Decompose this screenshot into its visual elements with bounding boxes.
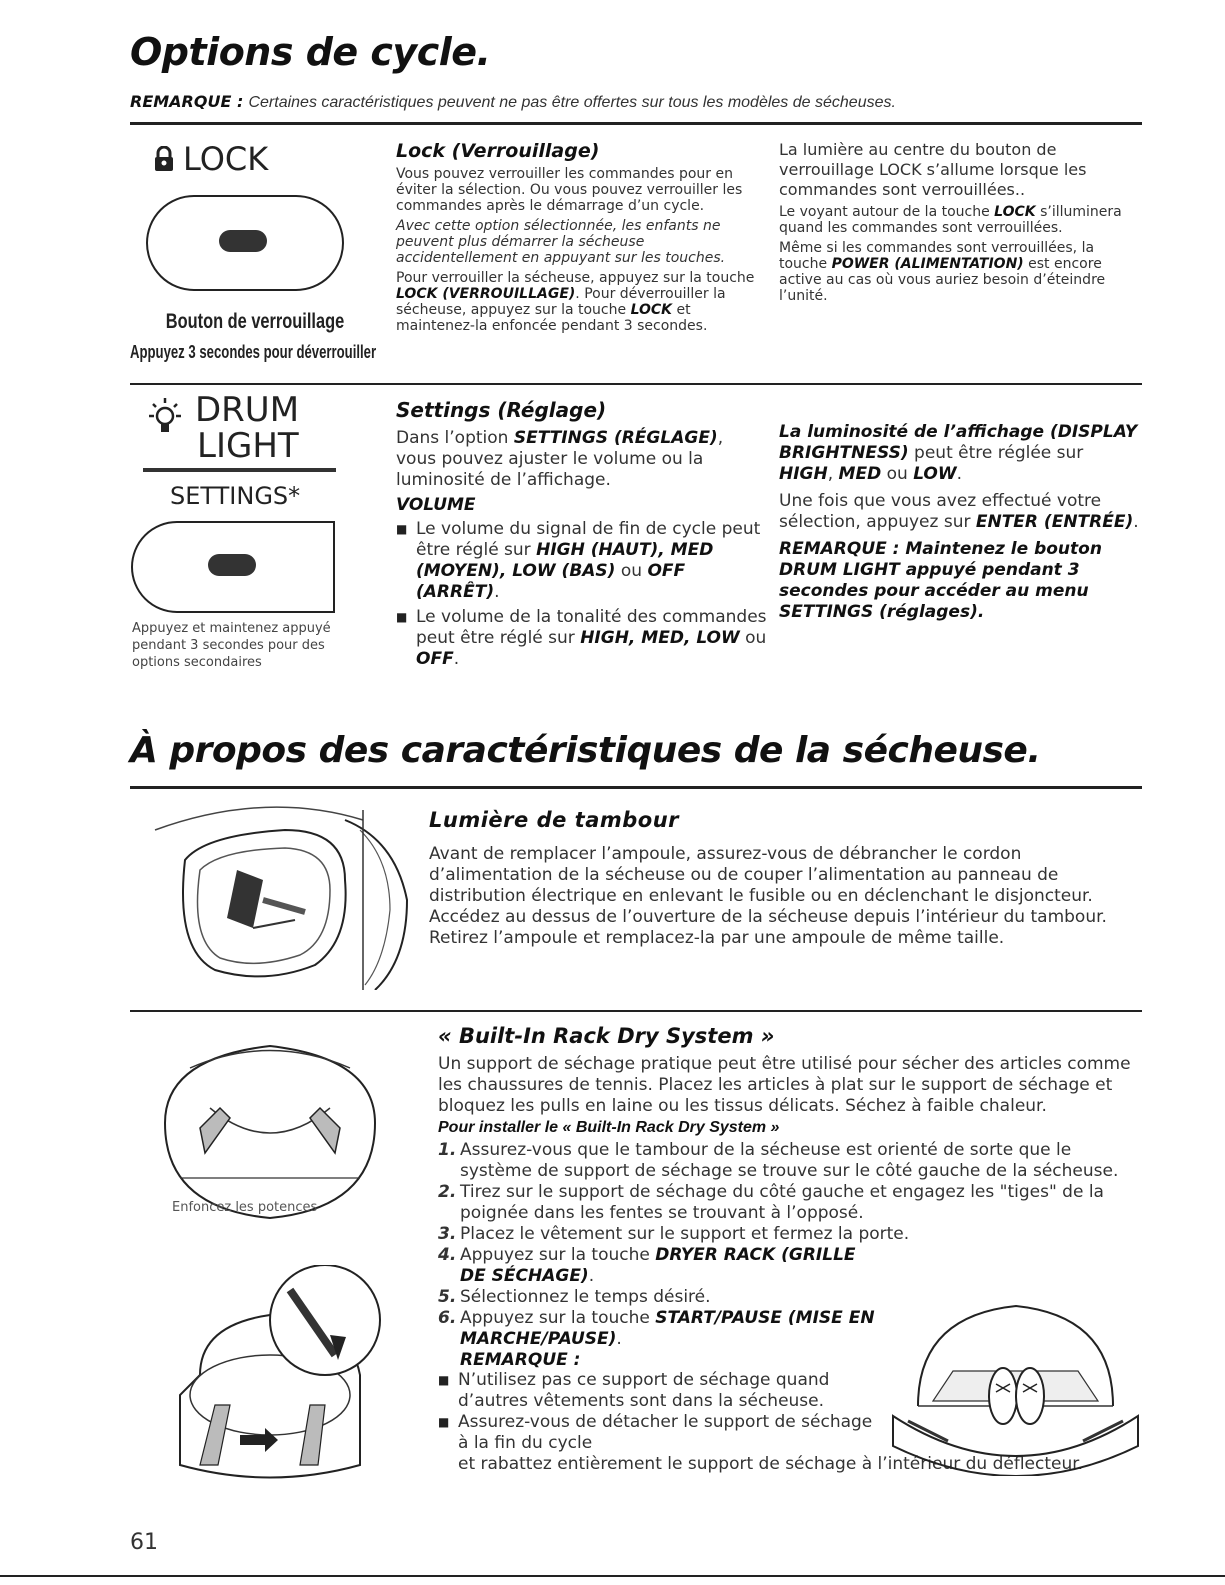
settings-r3: REMARQUE : Maintenez le bouton DRUM LIGHT appuyé pendant 3 secondes pour accéder au menu SETTINGS (réglages).: [779, 539, 1102, 622]
rack-note-1: ■ N’utilisez pas ce support de séchage quand d’autres vêtements sont dans la sécheuse.: [438, 1370, 878, 1412]
sr1-g: LOW: [913, 464, 957, 484]
settings-p1-b: SETTINGS (RÉGLAGE): [513, 428, 718, 448]
top-rule: [130, 122, 1142, 125]
lock-button-light: [219, 230, 267, 252]
lock-r2: [779, 204, 1139, 236]
lock-r3-b: POWER (ALIMENTATION): [831, 256, 1024, 272]
remark-text: Certaines caractéristiques peuvent ne pas être offertes sur tous les modèles de sécheuses.: [248, 94, 896, 111]
volume-bullet-2: [396, 607, 768, 670]
rack-insert-illustration: [160, 1265, 385, 1490]
sr1-a: La luminosité de l’affichage (DISPLAY BRIGHTNESS): [779, 422, 1138, 463]
vb2-d: OFF: [416, 649, 454, 669]
drum-light-rule: [130, 1010, 1142, 1012]
sr1-f: ou: [881, 464, 914, 484]
section2-rule: [130, 786, 1142, 789]
lock-p3-c: . Pour déverrouiller la sécheuse, appuyez sur la touche: [396, 286, 726, 318]
step-2-text: Tirez sur le support de séchage du côté gauche et engagez les "tiges" de la poignée dans les fentes se trouvant à l’opposé.: [460, 1182, 1104, 1223]
rack-heading: « Built-In Rack Dry System »: [438, 1024, 775, 1048]
settings-r2: [779, 491, 1141, 533]
rack-remark-heading: REMARQUE :: [460, 1350, 581, 1370]
remark-label: REMARQUE :: [130, 92, 244, 111]
step-2-number: 2.: [438, 1182, 457, 1202]
rack-install-illustration: [160, 1028, 380, 1228]
settings-p1-a: Dans l’option: [396, 428, 514, 448]
volume-heading: VOLUME: [396, 495, 476, 515]
drum-light-text: Avant de remplacer l’ampoule, assurez-vous de débrancher le cordon d’alimentation de la sécheuse ou de couper l’alimentation au panneau de distribution électrique en enlevant le fusible ou en déclenchant le disjoncteur. Accédez au dessus de l’ouverture de la sécheuse depuis l’intérieur du tambour. Retirez l’ampoule et remplacez-la par une ampoule de même taille.: [429, 844, 1107, 948]
drum-light-label: [195, 392, 299, 464]
vb2-e: .: [453, 649, 460, 669]
sr1-b: peut être réglée sur: [908, 443, 1084, 463]
remark-line: [130, 92, 896, 112]
shoes-on-rack-illustration: [888, 1296, 1143, 1476]
step-4-b: DRYER RACK (GRILLE DE SÉCHAGE): [460, 1245, 856, 1286]
settings-p1-c: , vous pouvez ajuster le volume ou la luminosité de l’affichage.: [396, 428, 724, 490]
step-1: [438, 1140, 1141, 1182]
settings-heading: Settings (Réglage): [396, 398, 607, 422]
rack-note-2-cont: et rabattez entièrement le support de séchage à l’intérieur du déflecteur.: [458, 1454, 1084, 1474]
step-6-a: Appuyez sur la touche: [460, 1308, 656, 1328]
vb1-c: ou: [615, 561, 648, 581]
lock-p3-e: et maintenez-la enfoncée pendant 3 secondes.: [396, 302, 708, 334]
settings-column: [396, 398, 768, 670]
lock-label: [153, 140, 268, 178]
step-6: [438, 1308, 878, 1350]
sr1-c: HIGH: [779, 464, 828, 484]
step-4-a: Appuyez sur la touche: [460, 1245, 656, 1265]
settings-p1: [396, 428, 768, 491]
lock-button-hint: Appuyez 3 secondes pour déverrouiller: [130, 342, 377, 362]
vb2-c: ou: [739, 628, 767, 648]
step-1-number: 1.: [438, 1140, 457, 1160]
lock-p2: Avec cette option sélectionnée, les enfants ne peuvent plus démarrer la sécheuse accidentellement en appuyant sur les touches.: [396, 218, 726, 266]
step-4-number: 4.: [438, 1245, 457, 1265]
sr2-a: Une fois que vous avez effectué votre sélection, appuyez sur: [779, 491, 1102, 532]
lock-r2-b: LOCK: [994, 204, 1036, 220]
lock-text-column: [396, 140, 761, 334]
step-5-number: 5.: [438, 1287, 457, 1307]
lock-r2-a: Le voyant autour de la touche: [779, 204, 995, 220]
sr1-h: .: [956, 464, 963, 484]
lock-rule: [130, 383, 1142, 385]
lock-p3-b: LOCK (VERROUILLAGE): [396, 286, 576, 302]
drum-light-heading: Lumière de tambour: [429, 808, 680, 832]
step-3-number: 3.: [438, 1224, 457, 1244]
lock-p3: [396, 270, 761, 334]
step-4-c: .: [588, 1266, 595, 1286]
sr2-b: ENTER (ENTRÉE): [975, 512, 1134, 532]
lock-icon-label: LOCK: [183, 140, 269, 178]
lock-r3-a: Même si les commandes sont verrouillées, la touche: [779, 240, 1095, 272]
vb1-e: .: [494, 582, 500, 602]
step-5: [438, 1287, 878, 1308]
sr1-d: ,: [827, 464, 839, 484]
section2-title: À propos des caractéristiques de la sécheuse.: [130, 730, 1041, 771]
lock-p3-d: LOCK: [630, 302, 673, 318]
step-3: [438, 1224, 1141, 1245]
settings-label: SETTINGS*: [170, 482, 301, 510]
step-2: [438, 1182, 1141, 1224]
sr2-c: .: [1133, 512, 1139, 532]
step-5-text: Sélectionnez le temps désiré.: [460, 1287, 711, 1307]
step-1-text: Assurez-vous que le tambour de la sécheuse est orienté de sorte que le système de support de séchage se trouve sur le côté gauche de la sécheuse.: [460, 1140, 1119, 1181]
lock-r1: La lumière au centre du bouton de verrouillage LOCK s’allume lorsque les commandes sont verrouillées..: [779, 140, 1087, 199]
lock-icon: [153, 146, 175, 172]
lock-r3: [779, 240, 1139, 304]
vb1-d: OFF (ARRÊT): [416, 561, 686, 602]
step-6-b: START/PAUSE (MISE EN MARCHE/PAUSE): [460, 1308, 875, 1349]
light-bulb-icon: [143, 396, 187, 442]
rack-intro: Un support de séchage pratique peut être utilisé pour sécher des articles comme les chaussures de tennis. Placez les articles à plat sur le support de séchage et bloquez les pulls en laine ou les tissus délicats. Séchez à faible chaleur.: [438, 1054, 1131, 1116]
page-number: 61: [130, 1530, 158, 1555]
drum-light-illustration: [145, 800, 410, 990]
vb2-a: Le volume de la tonalité des commandes peut être réglé sur: [416, 607, 767, 648]
drum-light-button-indicator: [208, 554, 256, 576]
lock-p1: Vous pouvez verrouiller les commandes pour en éviter la sélection. Ou vous pouvez verrouiller les commandes après le démarrage d’un cycle.: [396, 166, 743, 214]
drum-hint: Appuyez et maintenez appuyé pendant 3 secondes pour des options secondaires: [132, 621, 331, 670]
drum-light-section: [429, 808, 1141, 949]
step-3-text: Placez le vêtement sur le support et fermez la porte.: [460, 1224, 910, 1244]
lock-heading: Lock (Verrouillage): [396, 140, 600, 162]
sr1-e: MED: [838, 464, 882, 484]
install-heading: Pour installer le « Built-In Rack Dry System »: [438, 1119, 780, 1136]
step-6-c: .: [616, 1329, 622, 1349]
lock-button-label: Bouton de verrouillage: [165, 310, 345, 333]
rack-note-2: ■ Assurez-vous de détacher le support de séchage à la fin du cycle: [438, 1412, 888, 1454]
step-4: [438, 1245, 878, 1287]
bottom-rule: [0, 1575, 1225, 1577]
settings-right-column: [779, 422, 1141, 623]
vb1-a: Le volume du signal de fin de cycle peut être réglé sur: [416, 519, 761, 560]
lock-r2-c: s’illuminera quand les commandes sont verrouillées.: [779, 204, 1122, 236]
rack-caption: Enfoncez les potences: [172, 1200, 318, 1215]
volume-bullet-1: [396, 519, 768, 603]
vb1-b: HIGH (HAUT), MED (MOYEN), LOW (BAS): [416, 540, 714, 581]
drum-divider: [143, 468, 336, 472]
page-title: Options de cycle.: [130, 30, 491, 74]
step-6-number: 6.: [438, 1308, 457, 1328]
settings-r1: [779, 422, 1141, 485]
lock-right-column: [779, 140, 1139, 304]
lock-p3-a: Pour verrouiller la sécheuse, appuyez sur la touche: [396, 270, 755, 286]
drum-label: DRUM: [195, 390, 300, 430]
vb2-b: HIGH, MED, LOW: [580, 628, 740, 648]
lock-r3-c: est encore active au cas où vous auriez besoin d’éteindre l’unité.: [779, 256, 1106, 304]
light-label: LIGHT: [197, 426, 299, 466]
